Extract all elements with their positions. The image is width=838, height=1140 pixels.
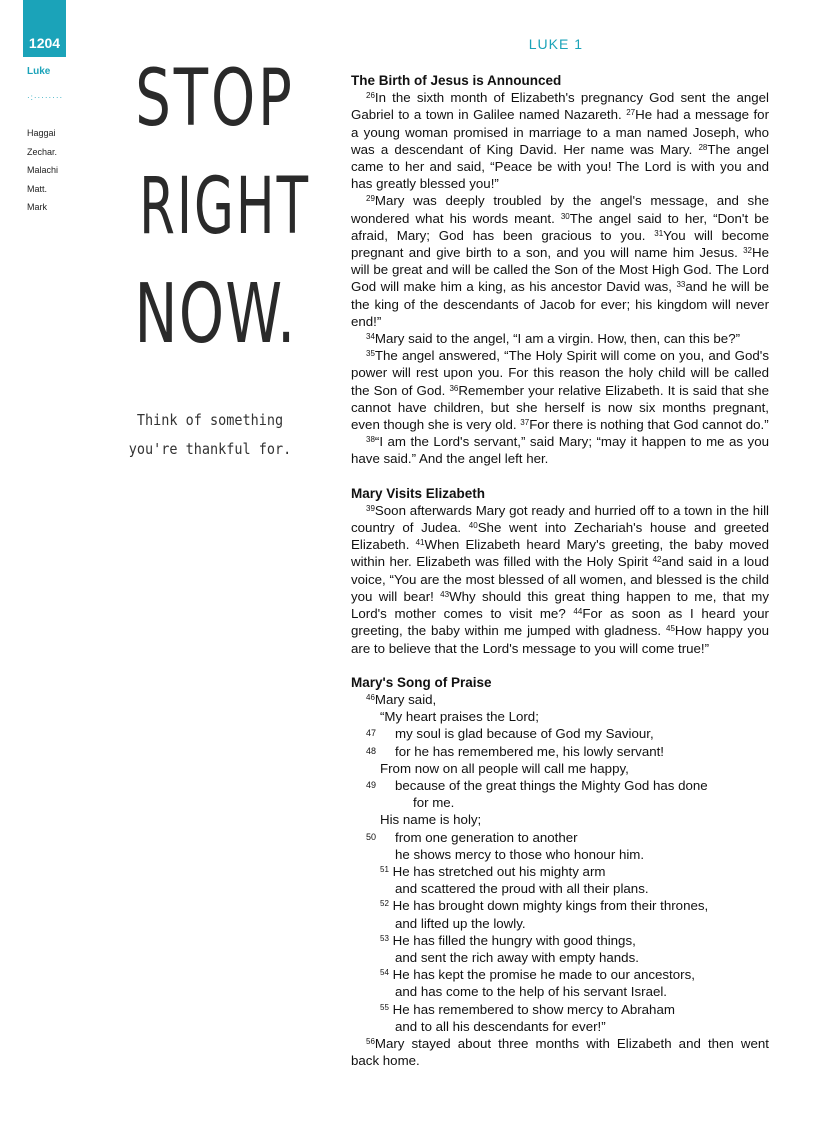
verse-line: His name is holy;	[380, 812, 482, 828]
scripture-text	[351, 72, 769, 1069]
book-index-item: Zechar.	[27, 146, 58, 157]
book-index-item: Haggai	[27, 128, 56, 138]
book-index-item: Mark	[27, 202, 47, 212]
callout-prompt-line: you're thankful for.	[128, 440, 292, 458]
callout-now: NOW.	[134, 267, 297, 362]
verse-line: 49 because of the great things the Mighty God has done	[366, 777, 708, 793]
paragraph: $^{29}$Mary was deeply troubled by the angel's message, and she wondered what his words meant. $^{30}$The angel said to her, “Don't be afraid, Mary; God has been gracious to you. $^{31}$You will become pregnant and give birth to a son, and you will name him Jesus. $^{32}$He will be great and will be called the Son of the Most High God. The Lord God will make him a king, as his ancestor David was, $^{33}$and he will be the king of the descendants of Jacob for ever; his kingdom will never end!”	[351, 193, 770, 329]
paragraph: $^{34}$Mary said to the angel, “I am a virgin. How, then, can this be?”	[366, 331, 741, 347]
book-index-item: Matt.	[27, 183, 48, 194]
paragraph: $^{39}$Soon afterwards Mary got ready and hurried off to a town in the hill country of Judea. $^{40}$She went into Zechariah's house and greeted Elizabeth. $^{41}$When Elizabeth heard Mary's greeting, the baby moved within her. Elizabeth was filled with the Holy Spirit $^{42}$and said in a loud voice, “You are the most blessed of all women, and blessed is the child you will bear! $^{43}$Why should this great thing happen to me, that my Lord's mother comes to visit me? $^{44}$For as soon as I heard your greeting, the baby within me jumped with gladness. $^{45}$How happy you are to believe that the Lord's message to you will come true!”	[351, 502, 770, 656]
verse-line: and lifted up the lowly.	[395, 915, 526, 931]
verse-line: “My heart praises the Lord;	[380, 709, 539, 725]
section-heading: Mary Visits Elizabeth	[351, 485, 486, 501]
running-header: LUKE 1	[528, 36, 583, 52]
paragraph: $^{56}$Mary stayed about three months with Elizabeth and then went back home.	[351, 1035, 769, 1069]
verse-line: and has come to the help of his servant Israel.	[395, 984, 668, 1000]
verse-line: and sent the rich away with empty hands.	[395, 949, 639, 965]
verse-line: 47 my soul is glad because of God my Saviour,	[366, 726, 654, 742]
page-number: 1204	[23, 0, 66, 57]
verse-line: and scattered the proud with all their plans.	[395, 881, 649, 897]
verse-line: for me.	[413, 795, 455, 811]
verse-line: $^{52}$ He has brought down mighty kings from their thrones,	[380, 898, 709, 914]
verse-line: From now on all people will call me happy,	[380, 760, 629, 776]
verse-line: $^{54}$ He has kept the promise he made to our ancestors,	[380, 967, 695, 983]
verse-line: 50 from one generation to another	[366, 829, 578, 845]
paragraph: $^{38}$“I am the Lord's servant,” said Mary; “may it happen to me as you have said.” And the angel left her.	[351, 434, 769, 467]
verse-line: and to all his descendants for ever!”	[395, 1018, 606, 1034]
verse-line: $^{51}$ He has stretched out his mighty arm	[380, 863, 606, 879]
paragraph: $^{26}$In the sixth month of Elizabeth's pregnancy God sent the angel Gabriel to a town in Galilee named Nazareth. $^{27}$He had a message for a young woman promised in marriage to a man named Joseph, who was a descendant of King David. Her name was Mary. $^{28}$The angel came to her and said, “Peace be with you! The Lord is with you and has greatly blessed you!”	[351, 90, 769, 192]
book-nav-dots: ·:········	[27, 93, 64, 102]
book-index	[27, 124, 58, 217]
callout-stop: STOP	[135, 54, 295, 144]
verse-line: $^{55}$ He has remembered to show mercy to Abraham	[380, 1001, 675, 1017]
section-heading: The Birth of Jesus is Announced	[351, 73, 562, 88]
verse-line: 48 for he has remembered me, his lowly servant!	[366, 743, 665, 759]
current-book-label: Luke	[27, 66, 51, 77]
song-of-praise	[351, 691, 769, 1035]
book-index-item: Malachi	[27, 165, 59, 175]
verse-line: $^{53}$ He has filled the hungry with good things,	[380, 932, 636, 948]
verse-line: he shows mercy to those who honour him.	[395, 846, 645, 862]
section-heading: Mary's Song of Praise	[351, 674, 492, 690]
verse-line: $^{46}$Mary said,	[366, 691, 437, 707]
callout-right: RIGHT	[139, 162, 311, 252]
callout-prompt-line: Think of something	[136, 411, 284, 429]
paragraph: $^{35}$The angel answered, “The Holy Spirit will come on you, and God's power will rest upon you. For this reason the holy child will be called the Son of God. $^{36}$Remember your relative Elizabeth. It is said that she cannot have children, but she herself is now six months pregnant, even though she is very old. $^{37}$For there is nothing that God cannot do.”	[351, 348, 769, 433]
callout-prompt	[120, 406, 300, 464]
